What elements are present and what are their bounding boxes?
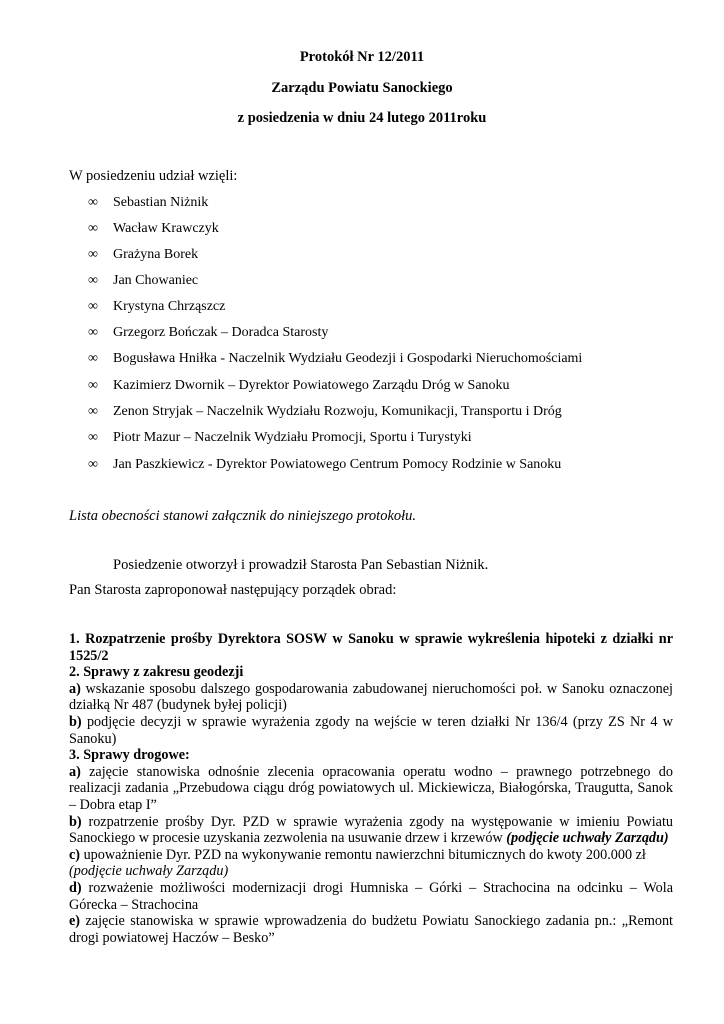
attendee-name: Jan Paszkiewicz - Dyrektor Powiatowego Centrum Pomocy Rodzinie w Sanoku [113, 457, 562, 472]
list-item [88, 220, 219, 238]
agenda-item-3d: d) rozważenie możliwości modernizacji drogi Humniska – Górki – Strachocina na odcinku – Wola Górecka – Strachocina [69, 879, 673, 913]
attendance-note: Lista obecności stanowi załącznik do niniejszego protokołu. [69, 508, 417, 524]
attendee-name: Bogusława Hniłka - Naczelnik Wydziału Geodezji i Gospodarki Nieruchomościami [113, 351, 583, 366]
meeting-opened-text: Posiedzenie otworzył i prowadził Starosta Pan Sebastian Niżnik. [113, 557, 489, 573]
agenda-item-2-title: 2. Sprawy z zakresu geodezji [69, 664, 244, 681]
attendee-name: Jan Chowaniec [113, 273, 199, 288]
infinity-bullet-icon: ∞ [88, 299, 98, 314]
agenda-item-3-title: 3. Sprawy drogowe: [69, 747, 190, 764]
infinity-bullet-icon: ∞ [88, 273, 98, 288]
list-item [88, 350, 582, 368]
agenda-item-3e: e) zajęcie stanowiska w sprawie wprowadzenia do budżetu Powiatu Sanockiego zadania pn.: „Remont drogi powiatowej Haczów – Besko” [69, 913, 673, 946]
list-item [88, 403, 562, 421]
agenda-intro-text: Pan Starosta zaproponował następujący porządek obrad: [69, 582, 397, 598]
list-item [88, 377, 510, 395]
attendee-name: Piotr Mazur – Naczelnik Wydziału Promocji, Sportu i Turystyki [113, 430, 472, 445]
infinity-bullet-icon: ∞ [88, 404, 98, 419]
list-item [88, 272, 198, 290]
attendee-name: Sebastian Niżnik [113, 195, 209, 210]
protocol-number-heading: Protokół Nr 12/2011 [299, 49, 425, 65]
agenda [69, 631, 673, 946]
list-item [88, 246, 198, 264]
board-name-heading: Zarządu Powiatu Sanockiego [271, 80, 453, 96]
attendance-label: W posiedzeniu udział wzięli: [69, 168, 238, 184]
attendee-name: Kazimierz Dwornik – Dyrektor Powiatowego Zarządu Dróg w Sanoku [113, 378, 510, 393]
infinity-bullet-icon: ∞ [88, 457, 98, 472]
infinity-bullet-icon: ∞ [88, 351, 98, 366]
list-item [88, 429, 472, 447]
agenda-item-3b: b) rozpatrzenie prośby Dyr. PZD w sprawie wyrażenia zgody na występowanie w imieniu Powiatu Sanockiego w procesie uzyskania zezwolenia na usuwanie drzew i krzewów (podjęcie uchwały Zarządu) [69, 813, 673, 847]
agenda-item-1: 1. Rozpatrzenie prośby Dyrektora SOSW w Sanoku w sprawie wykreślenia hipoteki z działki nr 1525/2 [69, 631, 673, 664]
infinity-bullet-icon: ∞ [88, 195, 98, 210]
agenda-item-2a: a) wskazanie sposobu dalszego gospodarowania zabudowanej nieruchomości poł. w Sanoku oznaczonej działką Nr 487 (budynek byłej policji) [69, 680, 673, 714]
agenda-item-3a: a) zajęcie stanowiska odnośnie zlecenia opracowania operatu wodno – prawnego potrzebnego do realizacji zadania „Przebudowa ciągu dróg powiatowych ul. Mickiewicza, Białogórska, Traugutta, Sanok – Dobra etap I” [69, 763, 673, 813]
agenda-item-3c: c) upoważnienie Dyr. PZD na wykonywanie remontu nawierzchni bitumicznych do kwoty 200.000 zł (podjęcie uchwały Zarządu) [69, 846, 646, 880]
infinity-bullet-icon: ∞ [88, 325, 98, 340]
attendee-name: Zenon Stryjak – Naczelnik Wydziału Rozwoju, Komunikacji, Transportu i Dróg [113, 404, 562, 419]
list-item [88, 324, 328, 342]
list-item [88, 194, 208, 212]
attendee-name: Wacław Krawczyk [113, 221, 219, 236]
infinity-bullet-icon: ∞ [88, 430, 98, 445]
list-item [88, 456, 561, 474]
infinity-bullet-icon: ∞ [88, 378, 98, 393]
list-item [88, 298, 225, 316]
infinity-bullet-icon: ∞ [88, 221, 98, 236]
attendee-name: Krystyna Chrząszcz [113, 299, 226, 314]
agenda-item-2b: b) podjęcie decyzji w sprawie wyrażenia zgody na wejście w teren działki Nr 136/4 (przy ZS Nr 4 w Sanoku) [69, 713, 673, 747]
attendee-name: Grzegorz Bończak – Doradca Starosty [113, 325, 329, 340]
infinity-bullet-icon: ∞ [88, 247, 98, 262]
attendee-name: Grażyna Borek [113, 247, 199, 262]
meeting-date-heading: z posiedzenia w dniu 24 lutego 2011roku [237, 110, 487, 126]
